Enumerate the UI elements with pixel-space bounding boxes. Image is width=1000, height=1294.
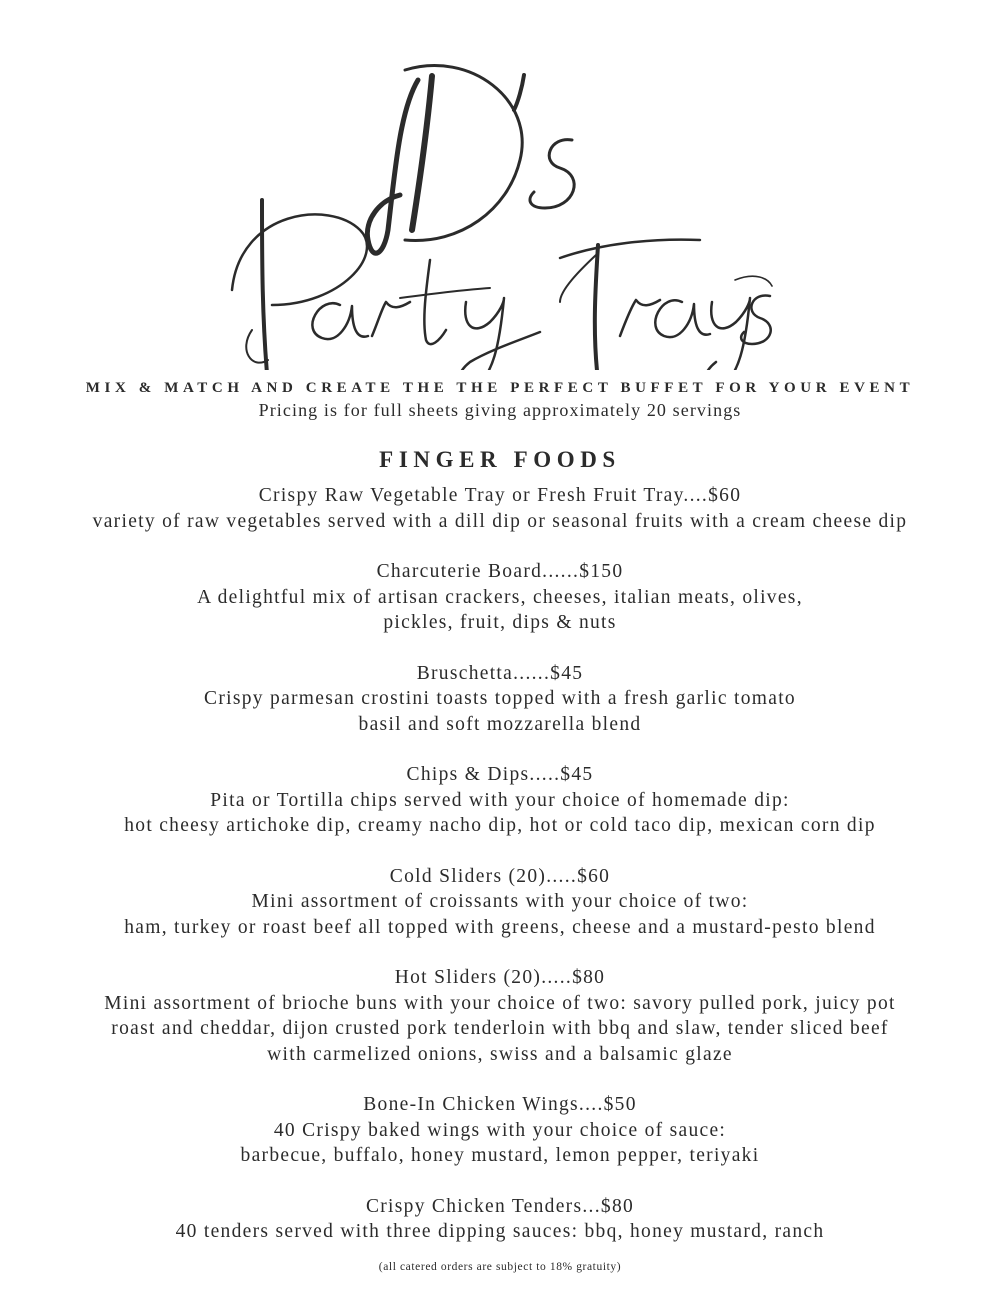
- item-title: Charcuterie Board......$150: [376, 561, 624, 582]
- item-description: ham, turkey or roast beef all topped with greens, cheese and a mustard-pesto blend: [124, 916, 876, 938]
- item-title: Bone-In Chicken Wings....$50: [363, 1094, 637, 1115]
- item-title: Hot Sliders (20).....$80: [394, 967, 606, 988]
- item-title: Crispy Raw Vegetable Tray or Fresh Fruit Tray....$60: [258, 485, 742, 506]
- item-title: Chips & Dips.....$45: [406, 764, 594, 785]
- menu-item: [0, 559, 1000, 636]
- tagline: MIX & MATCH AND CREATE THE THE PERFECT BUFFET FOR YOUR EVENT: [85, 380, 915, 396]
- item-description: pickles, fruit, dips & nuts: [383, 612, 617, 633]
- item-description: with carmelized onions, swiss and a balsamic glaze: [267, 1043, 733, 1065]
- item-description: Mini assortment of brioche buns with your choice of two: savory pulled pork, juicy pot: [104, 992, 896, 1014]
- item-description: Mini assortment of croissants with your choice of two:: [251, 891, 749, 912]
- script-logo-art: [0, 40, 1000, 370]
- section-title: FINGER FOODS: [379, 447, 621, 472]
- menu-item: [0, 483, 1000, 534]
- menu-item: [0, 965, 1000, 1067]
- item-description: Pita or Tortilla chips served with your choice of homemade dip:: [210, 789, 790, 811]
- brand-logo: [0, 40, 1000, 370]
- gratuity-footnote: (all catered orders are subject to 18% gratuity): [378, 1261, 622, 1273]
- item-description: variety of raw vegetables served with a dill dip or seasonal fruits with a cream cheese dip: [92, 510, 908, 532]
- item-description: 40 Crispy baked wings with your choice of sauce:: [273, 1119, 727, 1141]
- item-title: Cold Sliders (20).....$60: [389, 865, 611, 887]
- item-title: Crispy Chicken Tenders...$80: [365, 1195, 635, 1217]
- menu-item: [0, 864, 1000, 941]
- item-description: A delightful mix of artisan crackers, cheeses, italian meats, olives,: [197, 586, 803, 608]
- item-title: Bruschetta......$45: [416, 662, 584, 684]
- menu-item: [0, 661, 1000, 738]
- item-description: 40 tenders served with three dipping sauces: bbq, honey mustard, ranch: [175, 1221, 825, 1242]
- menu-item: [0, 1092, 1000, 1169]
- item-description: roast and cheddar, dijon crusted pork tenderloin with bbq and slaw, tender sliced beef: [111, 1018, 889, 1039]
- menu-item: [0, 1194, 1000, 1245]
- item-description: hot cheesy artichoke dip, creamy nacho dip, hot or cold taco dip, mexican corn dip: [124, 815, 876, 836]
- menu-item: [0, 762, 1000, 839]
- item-description: basil and soft mozzarella blend: [358, 713, 642, 735]
- item-description: barbecue, buffalo, honey mustard, lemon pepper, teriyaki: [240, 1145, 760, 1166]
- pricing-note: Pricing is for full sheets giving approximately 20 servings: [258, 400, 742, 420]
- item-description: Crispy parmesan crostini toasts topped with a fresh garlic tomato: [204, 688, 796, 709]
- menu-items: [0, 483, 1000, 1270]
